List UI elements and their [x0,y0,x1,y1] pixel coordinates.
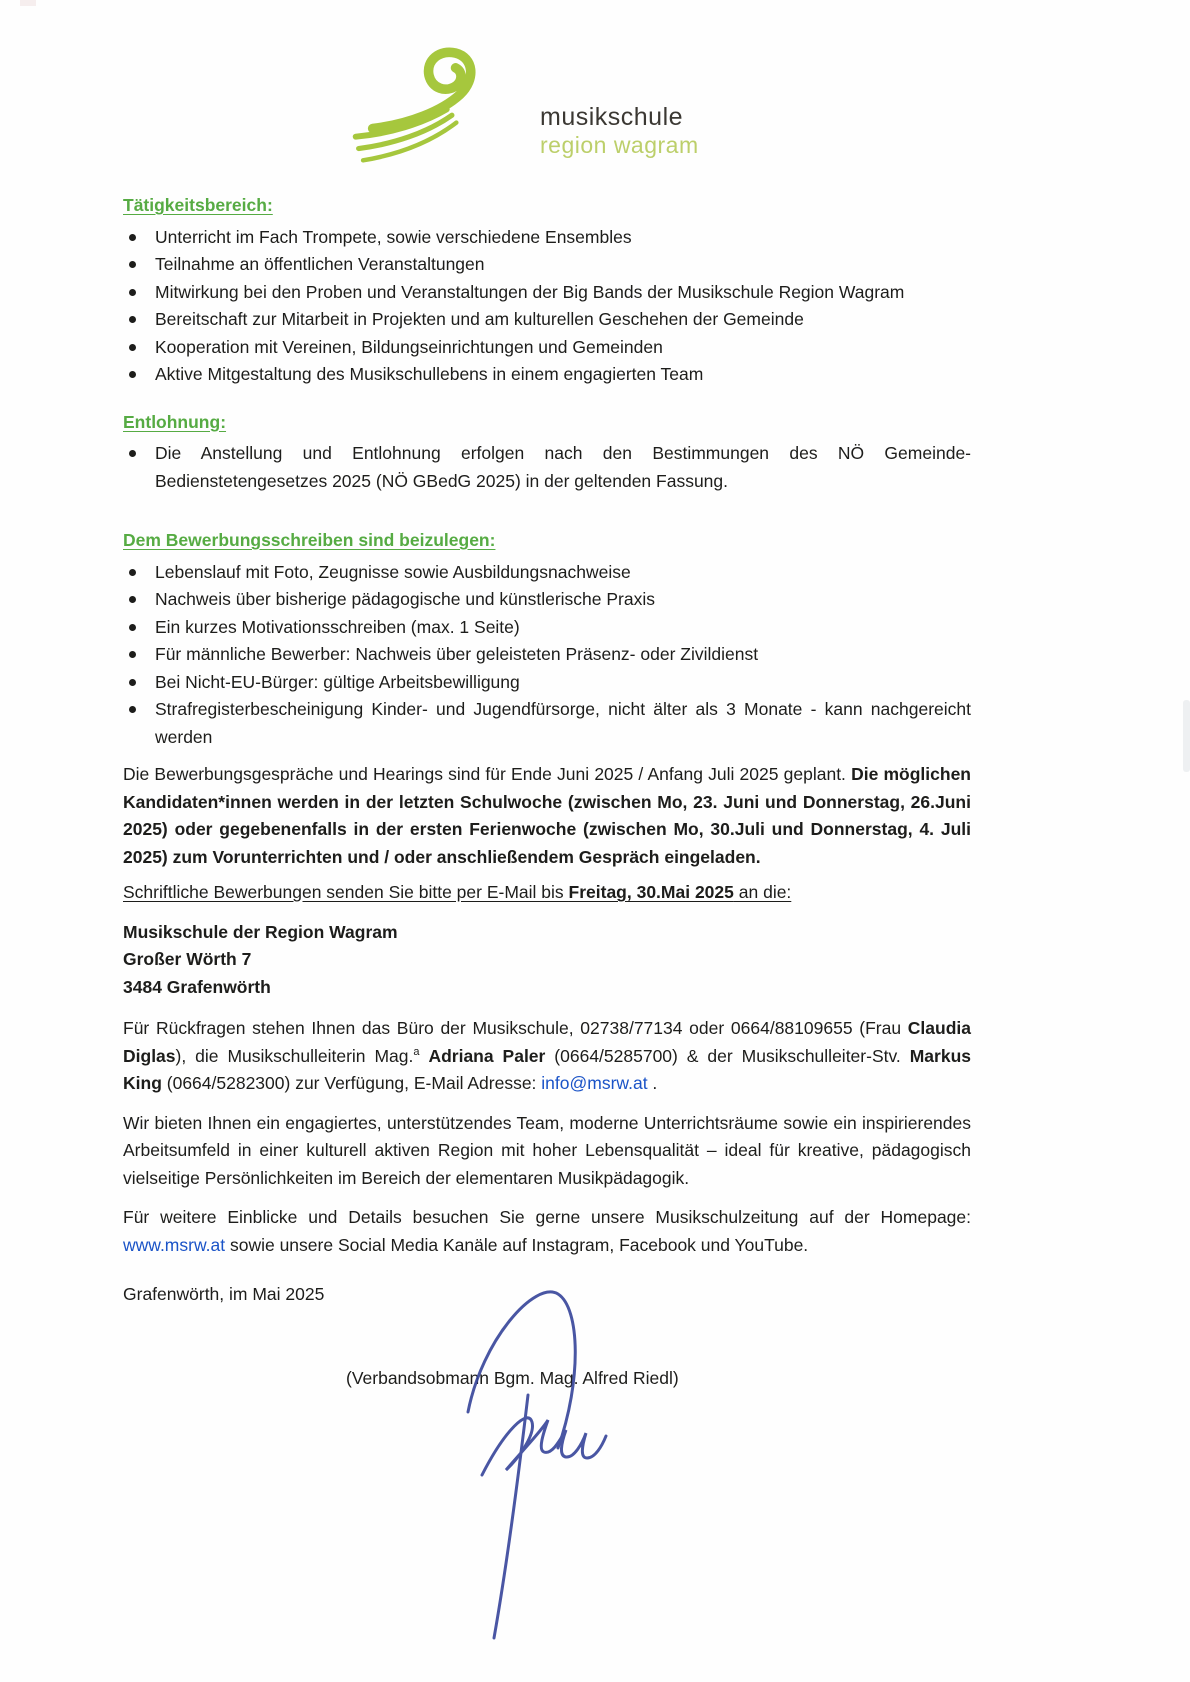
paragraph-social [123,1204,971,1259]
text-run: Für weitere Einblicke und Details besuchen Sie gerne unsere Musikschulzeitung auf der Homepage: [123,1207,971,1227]
address-block [123,919,971,1002]
bullet-item [123,251,971,279]
bullet-icon [129,344,136,351]
bullet-item [123,224,971,252]
address-line: 3484 Grafenwörth [123,976,271,997]
section-heading: Tätigkeitsbereich: [123,195,273,215]
bullet-text: Für männliche Bewerber: Nachweis über geleisteten Präsenz- oder Zivildienst [155,644,759,664]
text-run: Für Rückfragen stehen Ihnen das Büro der Musikschule, 02738/77134 oder 0664/88109655 (Frau [123,1018,908,1038]
section-heading: Dem Bewerbungsschreiben sind beizulegen: [123,530,496,550]
text-run: Freitag, 30.Mai 2025 [568,882,734,902]
bullet-text: Ein kurzes Motivationsschreiben (max. 1 Seite) [155,616,520,637]
text-run: ), die Musikschulleiterin Mag. [175,1045,414,1066]
bullet-icon [129,261,136,268]
text-run: Claudia Diglas [123,1018,971,1066]
signature-caption: (Verbandsobmann Bgm. Mag. Alfred Riedl) [346,1367,679,1388]
bullet-text: Lebenslauf mit Foto, Zeugnisse sowie Ausbildungsnachweise [155,561,631,582]
text-run: (0664/5282300) zur Verfügung, E-Mail Adresse: [161,1073,542,1093]
paragraph-offer: Wir bieten Ihnen ein engagiertes, unterstützendes Team, moderne Unterrichtsräume sowie ein inspirierendes Arbeitsumfeld in einer kulturell aktiven Region mit hoher Lebensqualität – ideal für kreative, pädagogisch vielseitige Persönlichkeiten im Bereich der elementaren Musikpädagogik. [123,1112,971,1188]
text-run: Adriana Paler [428,1045,546,1066]
text-run: a [413,1045,420,1058]
section-taetigkeitsbereich [123,192,971,389]
text-run: Die möglichen Kandidaten*innen werden in der letzten Schulwoche (zwischen Mo, 23. Juni und Donnerstag, 26.Juni 2025) oder gegebenenfalls in der ersten Ferienwoche (zwischen Mo, 30.Juli und Donnerstag, 4. Juli 2025) zum Vorunterrichten und / oder anschließendem Gespräch eingeladen. [123,764,972,867]
bullet-list [123,559,971,752]
bullet-icon [129,706,136,713]
logo-swirl-icon [352,38,537,168]
bullet-item [123,306,971,334]
paragraph-hearings [123,761,971,871]
hyperlink[interactable]: info@msrw.at [541,1073,648,1093]
bullet-item [123,696,971,751]
logo [352,38,852,173]
paragraph-contact [123,1015,971,1098]
text-run: Markus King [123,1045,972,1093]
section-beizulegen [123,527,971,751]
bullet-list [123,440,971,495]
bullet-icon [129,234,136,241]
bullet-item [123,440,971,495]
bullet-text: Die Anstellung und Entlohnung erfolgen nach den Bestimmungen des NÖ Gemeinde-Bedienstetengesetzes 2025 (NÖ GBedG 2025) in der geltenden Fassung. [155,443,971,491]
bullet-text: Nachweis über bisherige pädagogische und künstlerische Praxis [155,589,656,609]
address-line: Großer Wörth 7 [123,949,252,969]
bullet-icon [129,371,136,378]
text-run: (0664/5285700) & der Musikschulleiter-Stv. [545,1045,910,1066]
bullet-text: Kooperation mit Vereinen, Bildungseinrichtungen und Gemeinden [155,336,663,357]
bullet-item [123,279,971,307]
bullet-text: Unterricht im Fach Trompete, sowie verschiedene Ensembles [155,226,632,247]
bullet-item [123,334,971,362]
bullet-text: Mitwirkung bei den Proben und Veranstaltungen der Big Bands der Musikschule Region Wagram [155,281,905,302]
section-entlohnung [123,409,971,496]
bullet-icon [129,624,136,631]
bullet-item [123,641,971,669]
hyperlink[interactable]: www.msrw.at [123,1234,226,1255]
bullet-icon [129,450,136,457]
bullet-icon [129,569,136,576]
text-run: . [647,1073,658,1093]
address-line: Musikschule der Region Wagram [123,921,398,942]
bullet-text: Teilnahme an öffentlichen Veranstaltungen [155,254,485,274]
paragraph-deadline [123,879,971,907]
bullet-icon [129,651,136,658]
bullet-item [123,669,971,697]
text-run: an die: [733,882,792,902]
section-heading: Entlohnung: [123,411,227,432]
bullet-list [123,224,971,389]
bullet-text: Bei Nicht-EU-Bürger: gültige Arbeitsbewilligung [155,671,520,692]
bullet-icon [129,679,136,686]
scan-artifact [1183,700,1190,772]
bullet-item [123,559,971,587]
bullet-icon [129,596,136,603]
scan-artifact [20,0,36,6]
text-run: Schriftliche Bewerbungen senden Sie bitte per E-Mail bis [123,882,569,902]
bullet-text: Aktive Mitgestaltung des Musikschullebens in einem engagierten Team [155,364,704,384]
text-run: sowie unsere Social Media Kanäle auf Instagram, Facebook und YouTube. [225,1234,809,1255]
bullet-item [123,586,971,614]
bullet-item [123,361,971,389]
logo-text [540,104,699,157]
bullet-item [123,614,971,642]
text-run: Die Bewerbungsgespräche und Hearings sind für Ende Juni 2025 / Anfang Juli 2025 geplant. [123,764,852,784]
logo-title: musikschule [540,103,684,131]
bullet-text: Bereitschaft zur Mitarbeit in Projekten und am kulturellen Geschehen der Gemeinde [155,309,804,329]
bullet-icon [129,316,136,323]
bullet-icon [129,289,136,296]
logo-subtitle: region wagram [540,132,699,159]
dateline: Grafenwörth, im Mai 2025 [123,1284,325,1304]
document-content [123,192,971,1392]
bullet-text: Strafregisterbescheinigung Kinder- und Jugendfürsorge, nicht älter als 3 Monate - kann nachgereicht werden [155,699,971,747]
